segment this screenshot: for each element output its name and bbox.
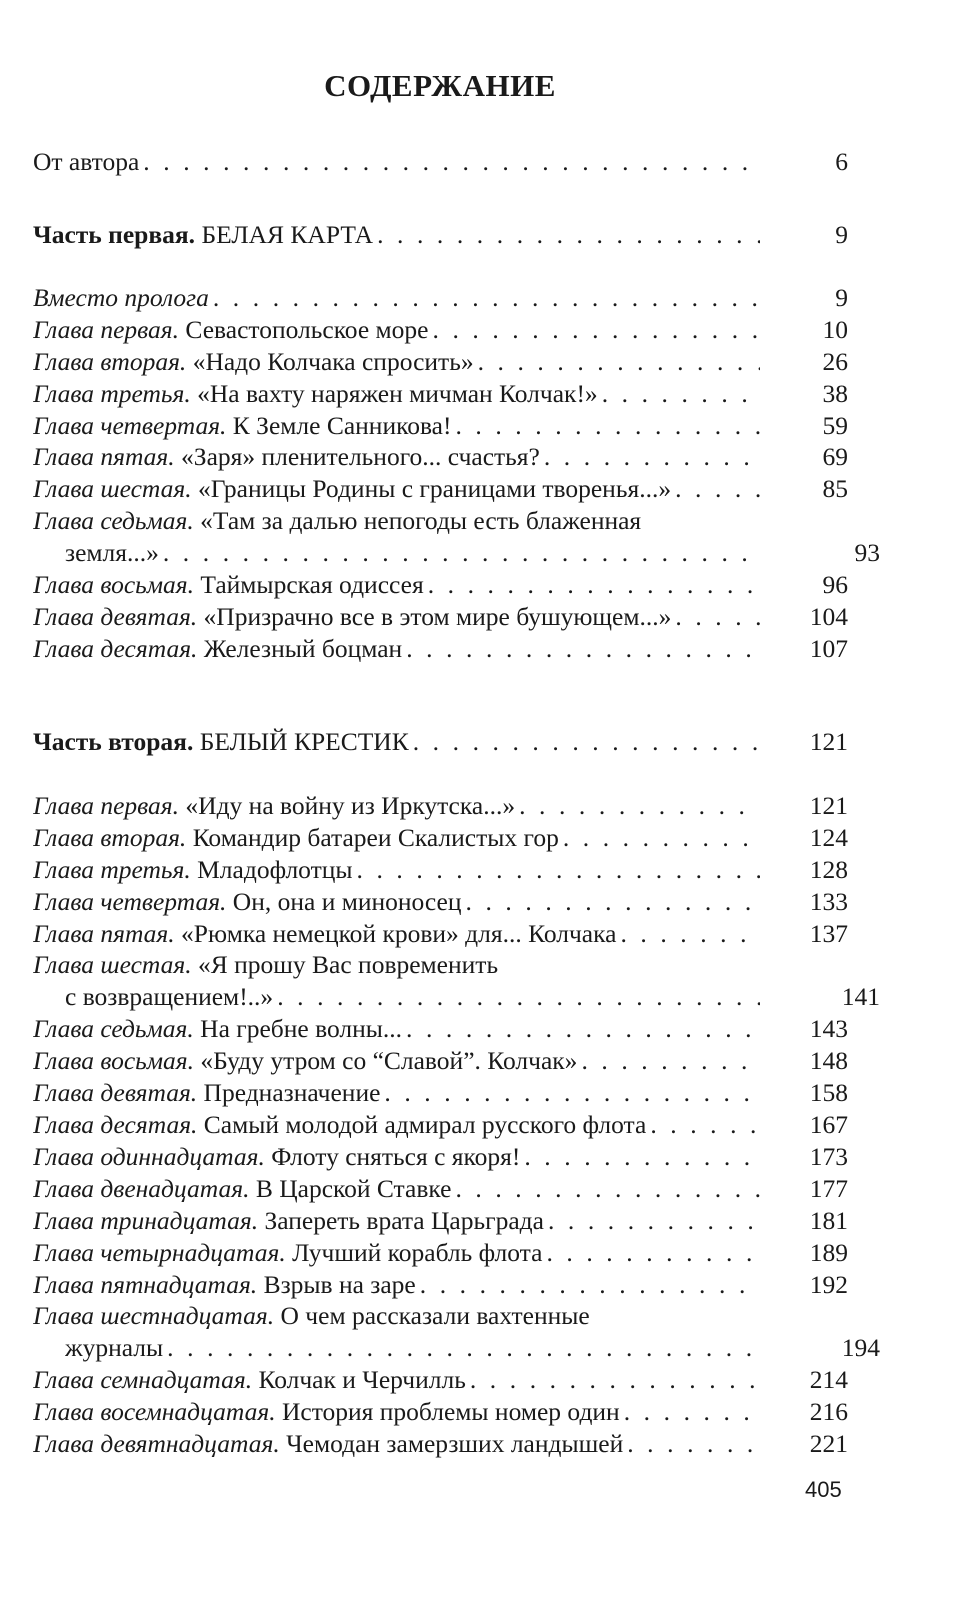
toc-entry-title: Взрыв на заре bbox=[263, 1270, 416, 1299]
toc-chapter-entry bbox=[33, 1173, 848, 1205]
toc-entry-title: На гребне волны... bbox=[200, 1014, 403, 1043]
dot-leader bbox=[559, 822, 760, 854]
toc-line bbox=[33, 886, 760, 918]
toc-chapter-entry bbox=[33, 949, 848, 981]
toc-entry-title: О чем рассказали вахтенные bbox=[280, 1301, 590, 1330]
toc-entry-label: Глава четвертая. bbox=[33, 887, 227, 916]
toc-line bbox=[33, 1364, 760, 1396]
dot-leader bbox=[598, 378, 760, 410]
dot-leader bbox=[139, 146, 760, 178]
toc-entry-title: «Границы Родины с границами творенья...» bbox=[197, 474, 672, 503]
toc-page-number: 192 bbox=[809, 1270, 848, 1299]
toc-line bbox=[33, 1300, 760, 1332]
toc-entry-label: Глава семнадцатая. bbox=[33, 1365, 253, 1394]
toc-line bbox=[65, 1332, 760, 1364]
toc-chapter-entry bbox=[33, 1141, 848, 1173]
toc-page-number: 181 bbox=[809, 1206, 848, 1235]
toc-entry-label: Глава четырнадцатая. bbox=[33, 1238, 286, 1267]
toc-entry-title: «На вахту наряжен мичман Колчак!» bbox=[197, 379, 598, 408]
toc-page-number: 10 bbox=[822, 315, 848, 344]
dot-leader bbox=[577, 1045, 760, 1077]
toc-part-heading bbox=[33, 219, 848, 251]
page-title: СОДЕРЖАНИЕ bbox=[324, 68, 556, 103]
toc-entry-label: Глава пятнадцатая. bbox=[33, 1270, 258, 1299]
toc-entry-title: Чемодан замерзших ландышей bbox=[286, 1429, 624, 1458]
toc-line bbox=[33, 1205, 760, 1237]
toc-chapter-entry bbox=[33, 601, 848, 633]
toc-line bbox=[33, 410, 760, 442]
toc-line bbox=[33, 282, 760, 314]
toc-entry-label: Глава вторая. bbox=[33, 347, 187, 376]
toc-entry-title: Предназначение bbox=[203, 1078, 381, 1107]
toc-line bbox=[33, 441, 760, 473]
dot-leader bbox=[542, 1237, 760, 1269]
toc-entry-title: Лучший корабль флота bbox=[292, 1238, 543, 1267]
toc-entry-label: Глава девятая. bbox=[33, 1078, 198, 1107]
toc-page-number: 214 bbox=[809, 1365, 848, 1394]
toc-line bbox=[33, 918, 760, 950]
toc-chapter-entry bbox=[33, 1364, 848, 1396]
toc-chapter-entry bbox=[33, 441, 848, 473]
dot-leader bbox=[353, 854, 760, 886]
toc-entry-title: Железный боцман bbox=[203, 634, 403, 663]
toc-line bbox=[33, 1077, 760, 1109]
toc-line bbox=[33, 346, 760, 378]
toc-entry-title: История проблемы номер один bbox=[281, 1397, 620, 1426]
dot-leader bbox=[671, 601, 760, 633]
toc-page-number: 133 bbox=[809, 887, 848, 916]
toc-page-number: 143 bbox=[809, 1014, 848, 1043]
toc-page-number: 194 bbox=[841, 1333, 880, 1362]
dot-leader bbox=[520, 1141, 760, 1173]
toc-line bbox=[33, 854, 760, 886]
toc-part-heading bbox=[33, 726, 848, 758]
toc-entry-label: Глава седьмая. bbox=[33, 1014, 194, 1043]
dot-leader bbox=[451, 410, 760, 442]
toc-entry-label: Глава шестнадцатая. bbox=[33, 1301, 275, 1330]
toc-entry-label: Глава вторая. bbox=[33, 823, 187, 852]
toc-entry-title: Таймырская одиссея bbox=[200, 570, 424, 599]
toc-chapter-entry bbox=[33, 314, 848, 346]
toc-entry-title: Командир батареи Скалистых гор bbox=[192, 823, 559, 852]
toc-line bbox=[33, 949, 760, 981]
toc-entry-label: Глава третья. bbox=[33, 855, 191, 884]
toc-line bbox=[33, 1237, 760, 1269]
toc-entry-label: Глава восемнадцатая. bbox=[33, 1397, 276, 1426]
toc-entry-label: Часть первая. bbox=[33, 220, 196, 249]
toc-entry-title: земля...» bbox=[65, 538, 159, 567]
dot-leader bbox=[273, 981, 760, 1013]
toc-entry-label: Глава первая. bbox=[33, 791, 180, 820]
toc-line bbox=[33, 726, 760, 758]
toc-page-number: 148 bbox=[809, 1046, 848, 1075]
dot-leader bbox=[451, 1173, 760, 1205]
toc-chapter-entry bbox=[33, 378, 848, 410]
toc-line bbox=[33, 569, 760, 601]
toc-entry-label: Глава девятая. bbox=[33, 602, 198, 631]
toc-page-number: 216 bbox=[809, 1397, 848, 1426]
toc-line bbox=[33, 314, 760, 346]
toc-entry-label: Глава шестая. bbox=[33, 950, 192, 979]
toc-entry-title: «Рюмка немецкой крови» для... Колчака bbox=[181, 919, 617, 948]
toc-page-number: 124 bbox=[809, 823, 848, 852]
dot-leader bbox=[616, 918, 760, 950]
toc-page-number: 26 bbox=[822, 347, 848, 376]
toc-chapter-entry bbox=[33, 410, 848, 442]
toc-entry-title: Младофлотцы bbox=[197, 855, 353, 884]
toc-chapter-entry bbox=[33, 1428, 848, 1460]
toc-line bbox=[33, 1428, 760, 1460]
toc-entry-title: журналы bbox=[65, 1333, 164, 1362]
toc-page-number: 6 bbox=[835, 147, 848, 176]
toc-chapter-entry bbox=[33, 505, 848, 537]
page-number: 405 bbox=[805, 1477, 842, 1502]
dot-leader bbox=[620, 1396, 760, 1428]
toc-entry-title: «Призрачно все в этом мире бушующем...» bbox=[203, 602, 672, 631]
toc-entry-title: В Царской Ставке bbox=[255, 1174, 452, 1203]
dot-leader bbox=[416, 1269, 760, 1301]
dot-leader bbox=[163, 1332, 760, 1364]
toc-line bbox=[33, 473, 760, 505]
toc-chapter-entry-continued bbox=[65, 537, 880, 569]
toc-chapter-entry bbox=[33, 346, 848, 378]
toc-chapter-entry bbox=[33, 1045, 848, 1077]
toc-entry-title: Колчак и Черчилль bbox=[258, 1365, 466, 1394]
toc-entry-title: «Там за далью непогоды есть блаженная bbox=[200, 506, 642, 535]
dot-leader bbox=[540, 441, 760, 473]
toc-chapter-entry bbox=[33, 633, 848, 665]
toc-page-number: 93 bbox=[854, 538, 880, 567]
toc-page-number: 85 bbox=[822, 474, 848, 503]
toc-entry-title: «Иду на войну из Иркутска...» bbox=[185, 791, 516, 820]
toc-chapter-entry bbox=[33, 282, 848, 314]
toc-page-number: 121 bbox=[809, 791, 848, 820]
dot-leader bbox=[380, 1077, 760, 1109]
dot-leader bbox=[159, 537, 760, 569]
toc-entry-label: Глава первая. bbox=[33, 315, 180, 344]
toc-entry-label: Глава четвертая. bbox=[33, 411, 227, 440]
toc-chapter-entry bbox=[33, 1237, 848, 1269]
toc-line bbox=[33, 1109, 760, 1141]
toc-chapter-entry bbox=[33, 854, 848, 886]
toc-entry-label: Глава одиннадцатая. bbox=[33, 1142, 265, 1171]
dot-leader bbox=[462, 886, 760, 918]
dot-leader bbox=[402, 1013, 760, 1045]
toc-entry-title: «Заря» пленительного... счастья? bbox=[181, 442, 540, 471]
toc-line bbox=[33, 1141, 760, 1173]
toc-entry-label: Глава седьмая. bbox=[33, 506, 194, 535]
toc-chapter-entry-continued bbox=[65, 1332, 880, 1364]
toc-page-number: 173 bbox=[809, 1142, 848, 1171]
toc-page-number: 121 bbox=[809, 727, 848, 756]
toc-chapter-entry bbox=[33, 473, 848, 505]
toc-line bbox=[33, 822, 760, 854]
toc-line bbox=[33, 146, 760, 178]
dot-leader bbox=[402, 633, 760, 665]
toc-page-number: 167 bbox=[809, 1110, 848, 1139]
toc-entry-label: Глава десятая. bbox=[33, 634, 198, 663]
toc-entry-label: Глава двенадцатая. bbox=[33, 1174, 250, 1203]
toc-page-number: 104 bbox=[809, 602, 848, 631]
toc-chapter-entry bbox=[33, 569, 848, 601]
toc-entry-label: Глава восьмая. bbox=[33, 570, 195, 599]
toc-page-number: 107 bbox=[809, 634, 848, 663]
dot-leader bbox=[671, 473, 760, 505]
toc-entry-title: К Земле Санникова! bbox=[232, 411, 452, 440]
toc-line bbox=[33, 1013, 760, 1045]
toc-chapter-entry bbox=[33, 1396, 848, 1428]
toc-entry-title: Самый молодой адмирал русского флота bbox=[203, 1110, 647, 1139]
toc-line bbox=[33, 1396, 760, 1428]
toc-author-note bbox=[33, 146, 848, 178]
toc-line bbox=[33, 1045, 760, 1077]
toc-chapter-entry-continued bbox=[65, 981, 880, 1013]
toc-line bbox=[65, 537, 760, 569]
toc-chapter-entry bbox=[33, 1077, 848, 1109]
toc-entry-title: Он, она и миноносец bbox=[232, 887, 462, 916]
toc-chapter-entry bbox=[33, 886, 848, 918]
dot-leader bbox=[429, 314, 761, 346]
toc-entry-label: Глава десятая. bbox=[33, 1110, 198, 1139]
dot-leader bbox=[373, 219, 760, 251]
toc-entry-label: Глава девятнадцатая. bbox=[33, 1429, 280, 1458]
toc-entry-title: Запереть врата Царьграда bbox=[264, 1206, 544, 1235]
toc-entry-label: Глава шестая. bbox=[33, 474, 192, 503]
toc-entry-title: с возвращением!..» bbox=[65, 982, 274, 1011]
toc-chapter-entry bbox=[33, 822, 848, 854]
dot-leader bbox=[209, 282, 760, 314]
toc-entry-label: Глава тринадцатая. bbox=[33, 1206, 259, 1235]
toc-entry-title: «Надо Колчака спросить» bbox=[192, 347, 474, 376]
dot-leader bbox=[424, 569, 760, 601]
toc-entry-label: Часть вторая. bbox=[33, 727, 194, 756]
toc-entry-title: «Буду утром со “Славой”. Колчак» bbox=[200, 1046, 578, 1075]
dot-leader bbox=[515, 790, 760, 822]
toc-line bbox=[33, 1269, 760, 1301]
dot-leader bbox=[544, 1205, 760, 1237]
toc-entry-title: «Я прошу Вас повременить bbox=[197, 950, 499, 979]
toc-entry-title: От автора bbox=[33, 147, 140, 176]
toc-entry-title: Флоту сняться с якоря! bbox=[271, 1142, 521, 1171]
toc-page-number: 38 bbox=[822, 379, 848, 408]
dot-leader bbox=[474, 346, 760, 378]
toc-page-number: 59 bbox=[822, 411, 848, 440]
toc-page-number: 128 bbox=[809, 855, 848, 884]
toc-entry-label: Глава третья. bbox=[33, 379, 191, 408]
dot-leader bbox=[623, 1428, 760, 1460]
toc-page-number: 9 bbox=[835, 220, 848, 249]
toc-line bbox=[33, 601, 760, 633]
toc-page-number: 158 bbox=[809, 1078, 848, 1107]
toc-entry-label: Вместо пролога bbox=[33, 283, 209, 312]
toc-page-number: 141 bbox=[841, 982, 880, 1011]
toc-page-number: 137 bbox=[809, 919, 848, 948]
toc-chapter-entry bbox=[33, 918, 848, 950]
toc-line bbox=[33, 505, 760, 537]
toc-line bbox=[65, 981, 760, 1013]
toc-line bbox=[33, 1173, 760, 1205]
toc-line bbox=[33, 633, 760, 665]
toc-line bbox=[33, 219, 760, 251]
toc-page-number: 69 bbox=[822, 442, 848, 471]
toc-entry-title: БЕЛЫЙ КРЕСТИК bbox=[199, 727, 409, 756]
toc-chapter-entry bbox=[33, 1109, 848, 1141]
toc-chapter-entry bbox=[33, 1269, 848, 1301]
toc-page-number: 96 bbox=[822, 570, 848, 599]
toc-entry-title: БЕЛАЯ КАРТА bbox=[201, 220, 374, 249]
toc-page-number: 177 bbox=[809, 1174, 848, 1203]
dot-leader bbox=[409, 726, 760, 758]
toc-chapter-entry bbox=[33, 1300, 848, 1332]
toc-line bbox=[33, 790, 760, 822]
toc-entry-title: Севастопольское море bbox=[185, 315, 429, 344]
toc-page-number: 189 bbox=[809, 1238, 848, 1267]
toc-entry-label: Глава пятая. bbox=[33, 442, 175, 471]
toc-chapter-entry bbox=[33, 1013, 848, 1045]
toc-page-number: 221 bbox=[809, 1429, 848, 1458]
toc-page-number: 9 bbox=[835, 283, 848, 312]
toc-chapter-entry bbox=[33, 1205, 848, 1237]
toc-chapter-entry bbox=[33, 790, 848, 822]
toc-line bbox=[33, 378, 760, 410]
toc-entry-label: Глава пятая. bbox=[33, 919, 175, 948]
dot-leader bbox=[466, 1364, 760, 1396]
toc-entry-label: Глава восьмая. bbox=[33, 1046, 195, 1075]
dot-leader bbox=[646, 1109, 760, 1141]
